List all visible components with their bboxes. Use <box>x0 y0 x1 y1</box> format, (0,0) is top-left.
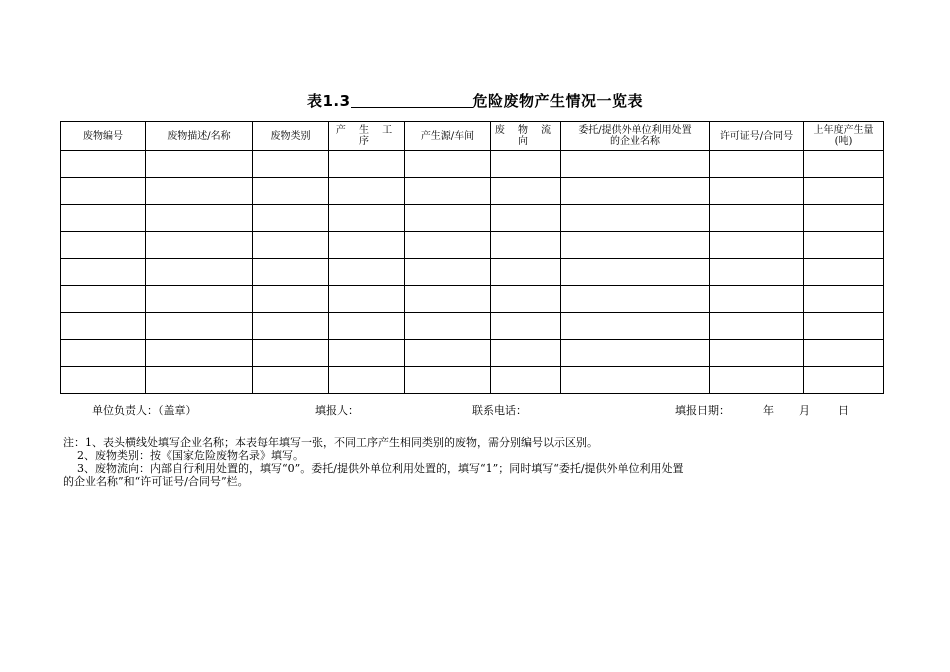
waste-table <box>60 121 884 394</box>
table-cell[interactable] <box>329 286 405 313</box>
phone-label: 联系电话： <box>472 404 527 417</box>
table-cell[interactable] <box>253 232 329 259</box>
table-cell[interactable] <box>253 367 329 394</box>
table-row <box>61 178 884 205</box>
table-cell[interactable] <box>329 178 405 205</box>
title-prefix: 表1.3 <box>306 92 351 110</box>
table-cell[interactable] <box>804 259 884 286</box>
header-source-workshop: 产生源/车间 <box>405 122 491 151</box>
table-row <box>61 205 884 232</box>
table-cell[interactable] <box>561 232 710 259</box>
table-cell[interactable] <box>329 232 405 259</box>
table-cell[interactable] <box>561 259 710 286</box>
table-cell[interactable] <box>146 340 253 367</box>
table-cell[interactable] <box>710 232 804 259</box>
table-cell[interactable] <box>253 205 329 232</box>
table-cell[interactable] <box>253 178 329 205</box>
table-cell[interactable] <box>405 151 491 178</box>
table-cell[interactable] <box>804 367 884 394</box>
table-cell[interactable] <box>804 205 884 232</box>
table-cell[interactable] <box>561 313 710 340</box>
table-cell[interactable] <box>61 367 146 394</box>
table-cell[interactable] <box>253 259 329 286</box>
table-cell[interactable] <box>491 178 561 205</box>
table-cell[interactable] <box>146 286 253 313</box>
table-cell[interactable] <box>491 259 561 286</box>
table-cell[interactable] <box>405 259 491 286</box>
year-label: 年 <box>763 404 774 417</box>
table-row <box>61 313 884 340</box>
table-cell[interactable] <box>561 205 710 232</box>
note-line: 的企业名称”和“许可证号/合同号”栏。 <box>63 475 249 488</box>
table-cell[interactable] <box>146 205 253 232</box>
table-cell[interactable] <box>61 178 146 205</box>
filler-label: 填报人： <box>315 404 359 417</box>
table-cell[interactable] <box>710 259 804 286</box>
month-label: 月 <box>799 404 810 417</box>
note-line: 3、废物流向：内部自行利用处置的，填写“0”。委托/提供外单位利用处置的，填写“1”；同时填写“委托/提供外单位利用处置 <box>63 462 684 475</box>
table-cell[interactable] <box>710 205 804 232</box>
table-cell[interactable] <box>491 286 561 313</box>
table-row <box>61 286 884 313</box>
table-cell[interactable] <box>61 151 146 178</box>
table-cell[interactable] <box>61 205 146 232</box>
header-waste-code: 废物编号 <box>61 122 146 151</box>
table-cell[interactable] <box>804 178 884 205</box>
table-cell[interactable] <box>491 340 561 367</box>
table-cell[interactable] <box>561 367 710 394</box>
table-cell[interactable] <box>561 178 710 205</box>
table-cell[interactable] <box>710 367 804 394</box>
table-cell[interactable] <box>561 286 710 313</box>
table-cell[interactable] <box>561 151 710 178</box>
table-cell[interactable] <box>561 340 710 367</box>
table-cell[interactable] <box>253 340 329 367</box>
table-cell[interactable] <box>804 151 884 178</box>
table-cell[interactable] <box>710 340 804 367</box>
table-cell[interactable] <box>253 151 329 178</box>
note-line: 注：1、表头横线处填写企业名称；本表每年填写一张，不同工序产生相同类别的废物，需分别编号以示区别。 <box>63 436 598 449</box>
table-cell[interactable] <box>146 313 253 340</box>
note-line: 2、废物类别：按《国家危险废物名录》填写。 <box>63 449 304 462</box>
table-cell[interactable] <box>329 340 405 367</box>
table-cell[interactable] <box>491 232 561 259</box>
table-cell[interactable] <box>405 286 491 313</box>
company-name-blank <box>351 93 473 108</box>
table-cell[interactable] <box>710 151 804 178</box>
table-cell[interactable] <box>146 178 253 205</box>
table-cell[interactable] <box>253 313 329 340</box>
signature-row <box>0 402 950 418</box>
table-cell[interactable] <box>405 205 491 232</box>
header-waste-description: 废物描述/名称 <box>146 122 253 151</box>
table-cell[interactable] <box>804 313 884 340</box>
table-cell[interactable] <box>405 367 491 394</box>
table-cell[interactable] <box>146 232 253 259</box>
table-row <box>61 151 884 178</box>
table-cell[interactable] <box>329 367 405 394</box>
table-cell[interactable] <box>804 340 884 367</box>
table-cell[interactable] <box>804 232 884 259</box>
notes <box>63 436 893 488</box>
table-row <box>61 232 884 259</box>
table-cell[interactable] <box>329 259 405 286</box>
table-cell[interactable] <box>61 232 146 259</box>
table-cell[interactable] <box>405 340 491 367</box>
table-cell[interactable] <box>253 286 329 313</box>
table-cell[interactable] <box>710 286 804 313</box>
table-cell[interactable] <box>491 313 561 340</box>
header-last-year-amount: 上年度产生量 (吨) <box>804 122 884 151</box>
page-title <box>0 90 950 111</box>
table-row <box>61 367 884 394</box>
date-label: 填报日期： <box>675 404 730 417</box>
table-cell[interactable] <box>146 151 253 178</box>
table-cell[interactable] <box>146 259 253 286</box>
table-cell[interactable] <box>329 205 405 232</box>
title-suffix: 危险废物产生情况一览表 <box>472 92 644 110</box>
table-cell[interactable] <box>61 313 146 340</box>
table-row <box>61 259 884 286</box>
table-cell[interactable] <box>491 367 561 394</box>
header-license-number: 许可证号/合同号 <box>710 122 804 151</box>
responsible-person-label: 单位负责人：（盖章） <box>92 404 197 417</box>
table-cell[interactable] <box>61 286 146 313</box>
table-cell[interactable] <box>146 367 253 394</box>
header-row <box>61 122 884 151</box>
table-cell[interactable] <box>329 151 405 178</box>
header-disposal-company: 委托/提供外单位利用处置 的企业名称 <box>561 122 710 151</box>
day-label: 日 <box>838 404 849 417</box>
header-waste-category: 废物类别 <box>253 122 329 151</box>
table-cell[interactable] <box>710 178 804 205</box>
header-process: 产 生 工 序 <box>329 122 405 151</box>
table-cell[interactable] <box>405 313 491 340</box>
table-cell[interactable] <box>61 340 146 367</box>
header-waste-flow: 废 物 流 向 <box>491 122 561 151</box>
table-row <box>61 340 884 367</box>
table-cell[interactable] <box>491 151 561 178</box>
table-cell[interactable] <box>804 286 884 313</box>
table-cell[interactable] <box>710 313 804 340</box>
table-cell[interactable] <box>405 232 491 259</box>
table-cell[interactable] <box>405 178 491 205</box>
table-cell[interactable] <box>491 205 561 232</box>
table-cell[interactable] <box>61 259 146 286</box>
table-cell[interactable] <box>329 313 405 340</box>
